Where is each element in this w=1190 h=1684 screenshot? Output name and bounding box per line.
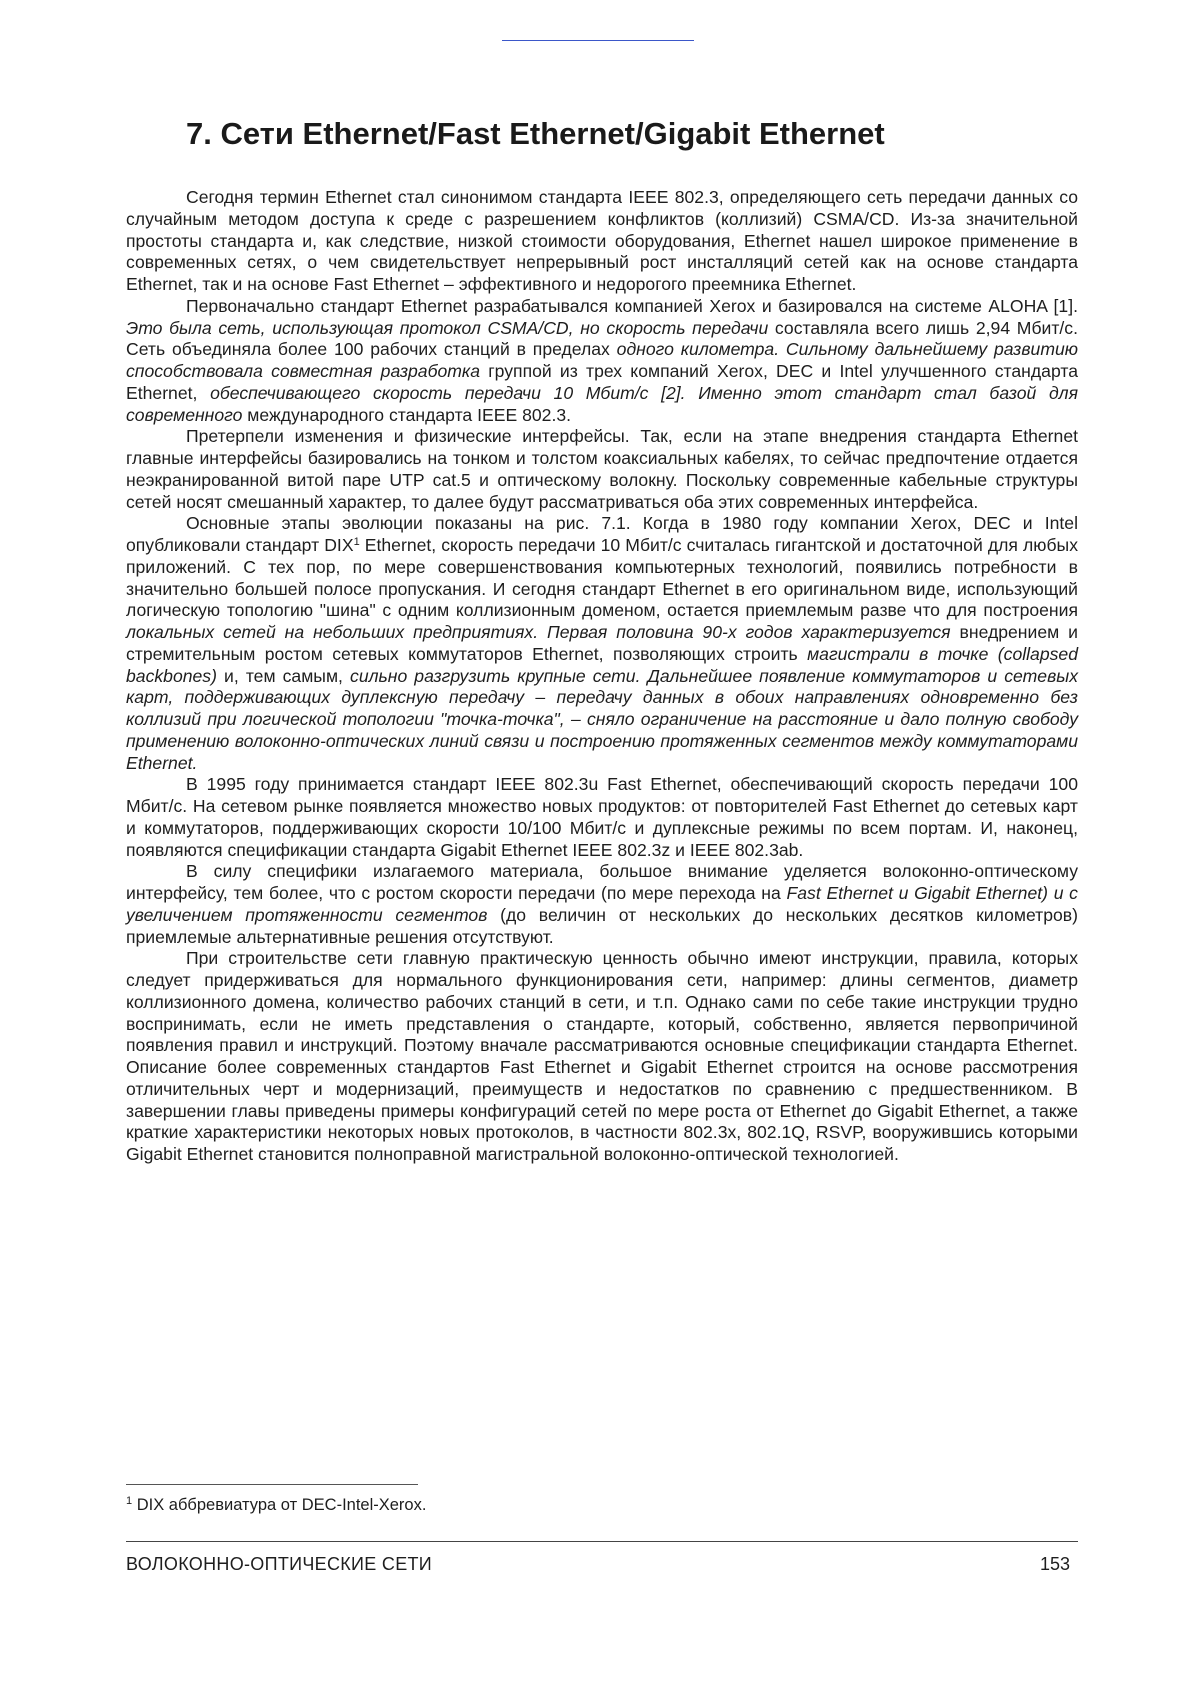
chapter-title: 7. Сети Ethernet/Fast Ethernet/Gigabit Ethernet [186,116,885,151]
running-footer [126,1551,1078,1577]
book-title: ВОЛОКОННО-ОПТИЧЕСКИЕ СЕТИ [126,1554,433,1574]
footnote-reference: 1 [353,536,360,548]
footnote-text: DIX аббревиатура от DEC-Intel-Xerox. [136,1496,427,1514]
text-segment: Сегодня термин Ethernet стал синонимом стандарта IEEE 802.3, определяющего сеть передачи данных со случайным методом доступа к среде с разрешением конфликтов (коллизий) CSMA/CD. Из-за значительной простоты стандарта и, как следствие, низкой стоимости оборудования, Ethernet нашел широкое применение в современных сетях, о чем свидетельствует непрерывный рост инсталляций сетей как на основе стандарта Ethernet, так и на основе Fast Ethernet – эффективного и недорогого преемника Ethernet. [126,187,1078,294]
text-segment: локальных сетей на небольших предприятиях. Первая половина 90-х годов характеризуется [126,622,951,642]
body-paragraph [126,861,1078,948]
text-segment: магистрали в точке (collapsed backbones) [126,643,1078,686]
text-segment: внедрением и стремительным ростом сетевых коммутаторов Ethernet, позволяющих строить [126,622,1078,664]
body-paragraph [126,426,1078,513]
text-segment: В 1995 году принимается стандарт IEEE 802.3u Fast Ethernet, обеспечивающий скорость передачи 100 Мбит/с. На сетевом рынке появляется множество новых продуктов: от повторителей Fast Ethernet до сетевых карт и коммутаторов, поддерживающих скорости 10/100 Мбит/с и дуплексные режимы по всем портам. И, наконец, появляются спецификации стандарта Gigabit Ethernet IEEE 802.3z и IEEE 802.3ab. [126,774,1078,860]
header-rule [502,40,694,41]
text-segment: (до величин от нескольких до нескольких десятков километров) приемлемые альтернативные решения отсутствуют. [126,904,1078,947]
text-segment: Основные этапы эволюции показаны на рис. 7.1. Когда в 1980 году компании Xerox, DEC и Intel опубликовали стандарт DIX [126,513,1078,555]
text-segment: Первоначально стандарт Ethernet разрабатывался компанией Xerox и базировался на системе ALOHA [1]. [186,295,1078,316]
text-segment: обеспечивающего скорость передачи 10 Мбит/с [2]. Именно этот стандарт стал базой для современного [126,382,1078,425]
text-segment: одного километра. Сильному дальнейшему развитию способствовала совместная разработка [126,339,1078,381]
body-paragraph [126,296,1078,427]
text-segment: сильно разгрузить крупные сети. Дальнейшее появление коммутаторов и сетевых карт, поддерживающих дуплексную передачу – передачу данных в обоих направлениях одновременно без коллизий при логической топологии "точка-точка", – сняло ограничение на расстояние и дало полную свободу применению волоконно-оптических линий связи и построению протяженных сегментов между коммутаторами Ethernet. [126,665,1078,773]
footnote-rule [126,1484,418,1485]
text-segment: международного стандарта IEEE 802.3. [242,404,571,425]
body-paragraph [126,513,1078,774]
footnote [126,1494,826,1516]
body-paragraph [126,187,1078,296]
text-segment: Претерпели изменения и физические интерфейсы. Так, если на этапе внедрения стандарта Ethernet главные интерфейсы базировались на тонком и толстом коаксиальных кабелях, то сейчас предпочтение отдается неэкранированной витой паре UTP cat.5 и оптическому волокну. Поскольку современные кабельные структуры сетей носят смешанный характер, то далее будут рассматриваться оба этих современных интерфейса. [126,426,1078,512]
page-number: 153 [1039,1554,1070,1574]
text-segment: Это была сеть, использующая протокол CSMA/CD, но скорость передачи [126,317,769,338]
text-segment: составляла всего лишь 2,94 Мбит/с. Сеть объединяла более 100 рабочих станций в пределах [126,317,1078,360]
text-segment: В силу специфики излагаемого материала, большое внимание уделяется волоконно-оптическому интерфейсу, тем более, что с ростом скорости передачи (по мере перехода на [126,861,1078,903]
text-segment: Ethernet, скорость передачи 10 Мбит/с считалась гигантской и достаточной для любых приложений. С тех пор, по мере совершенствования компьютерных технологий, появились потребности в значительно большей полосе пропускания. И сегодня стандарт Ethernet в его оригинальном виде, использующий логическую топологию "шина" с одним коллизионным доменом, остается приемлемым разве что для построения [126,535,1078,621]
body-text [126,187,1078,1166]
footnote-marker: 1 [126,1495,133,1507]
body-paragraph [126,774,1078,861]
body-paragraph [126,948,1078,1166]
text-segment: Fast Ethernet и Gigabit Ethernet) и с увеличением протяженности сегментов [126,883,1078,925]
footer-rule [126,1541,1078,1542]
text-segment: группой из трех компаний Xerox, DEC и Intel улучшенного стандарта Ethernet, [126,361,1078,403]
text-segment: При строительстве сети главную практическую ценность обычно имеют инструкции, правила, которых следует придерживаться для нормального функционирования сети, например: длины сегментов, диаметр коллизионного домена, количество рабочих станций в сети, и т.п. Однако сами по себе такие инструкции трудно воспринимать, если не иметь представления о стандарте, который, собственно, является первопричиной появления правил и инструкций. Поэтому вначале рассматриваются основные спецификации стандарта Ethernet. Описание более современных стандартов Fast Ethernet и Gigabit Ethernet строится на основе рассмотрения отличительных черт и модернизаций, преимуществ и недостатков по сравнению с предшественником. В завершении главы приведены примеры конфигураций сетей по мере роста от Ethernet до Gigabit Ethernet, а также краткие характеристики некоторых новых протоколов, в частности 802.3x, 802.1Q, RSVP, вооружившись которыми Gigabit Ethernet становится полноправной магистральной волоконно-оптической технологией. [126,948,1078,1164]
text-segment: и, тем самым, [216,665,351,686]
